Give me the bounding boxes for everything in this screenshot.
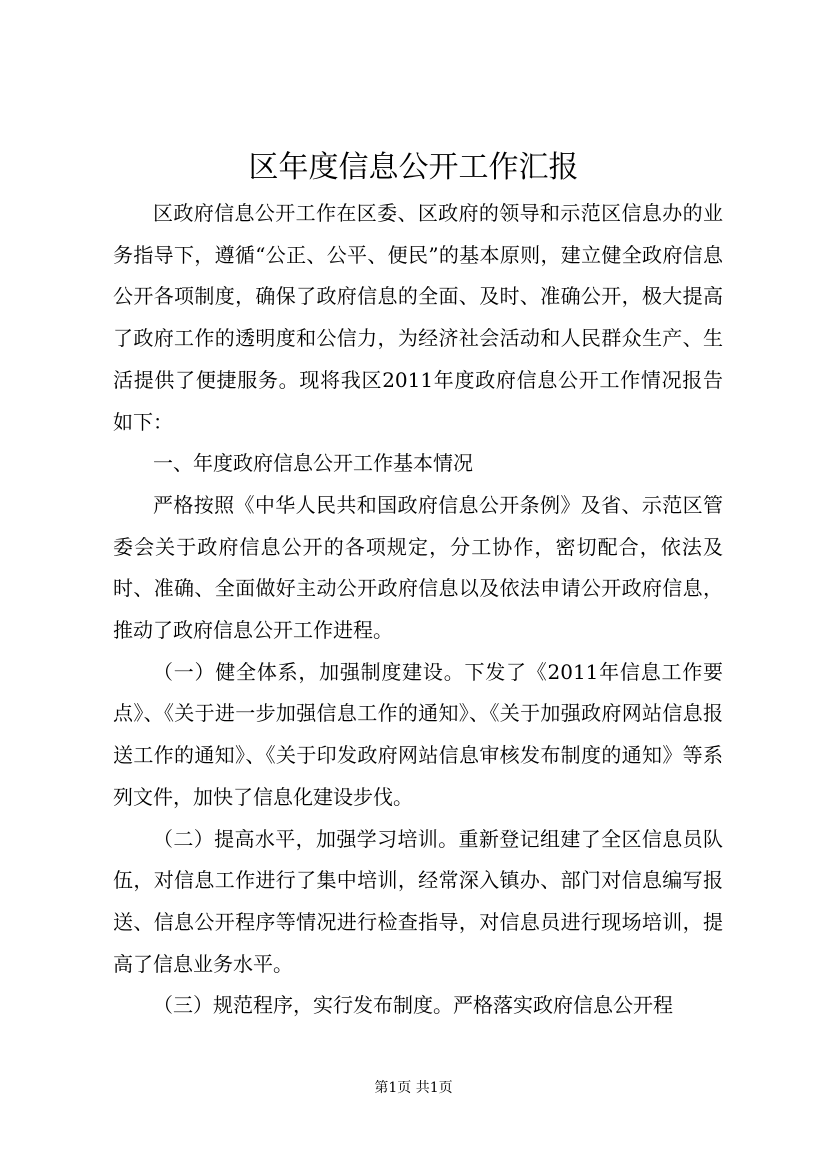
section-paragraph-1: 严格按照《中华人民共和国政府信息公开条例》及省、示范区管委会关于政府信息公开的各项规定，分工协作，密切配合，依法及时、准确、全面做好主动公开政府信息以及依法申请公开政府信息，推动了政府信息公开工作进程。 (113, 492, 723, 643)
intro-paragraph: 区政府信息公开工作在区委、区政府的领导和示范区信息办的业务指导下，遵循“公正、公平、便民”的基本原则，建立健全政府信息公开各项制度，确保了政府信息的全面、及时、准确公开，极大提高了政府工作的透明度和公信力，为经济社会活动和人民群众生产、生活提供了便捷服务。现将我区2011年度政府信息公开工作情况报告如下： (113, 201, 723, 434)
subsection-paragraph-2: （二）提高水平，加强学习培训。重新登记组建了全区信息员队伍，对信息工作进行了集中培训，经常深入镇办、部门对信息编写报送、信息公开程序等情况进行检查指导，对信息员进行现场培训，提高了信息业务水平。 (113, 826, 723, 976)
document-title: 区年度信息公开工作汇报 (248, 150, 579, 185)
subsection-paragraph-3: （三）规范程序，实行发布制度。严格落实政府信息公开程 (153, 993, 673, 1018)
section-heading-1: 一、年度政府信息公开工作基本情况 (153, 451, 473, 476)
subsection-paragraph-1: （一）健全体系，加强制度建设。下发了《2011年信息工作要点》、《关于进一步加强信息工作的通知》、《关于加强政府网站信息报送工作的通知》、《关于印发政府网站信息审核发布制度的通知》等系列文件，加快了信息化建设步伐。 (113, 659, 723, 809)
document-body (113, 193, 723, 1027)
page-footer: 第1页 共1页 (374, 1080, 453, 1096)
